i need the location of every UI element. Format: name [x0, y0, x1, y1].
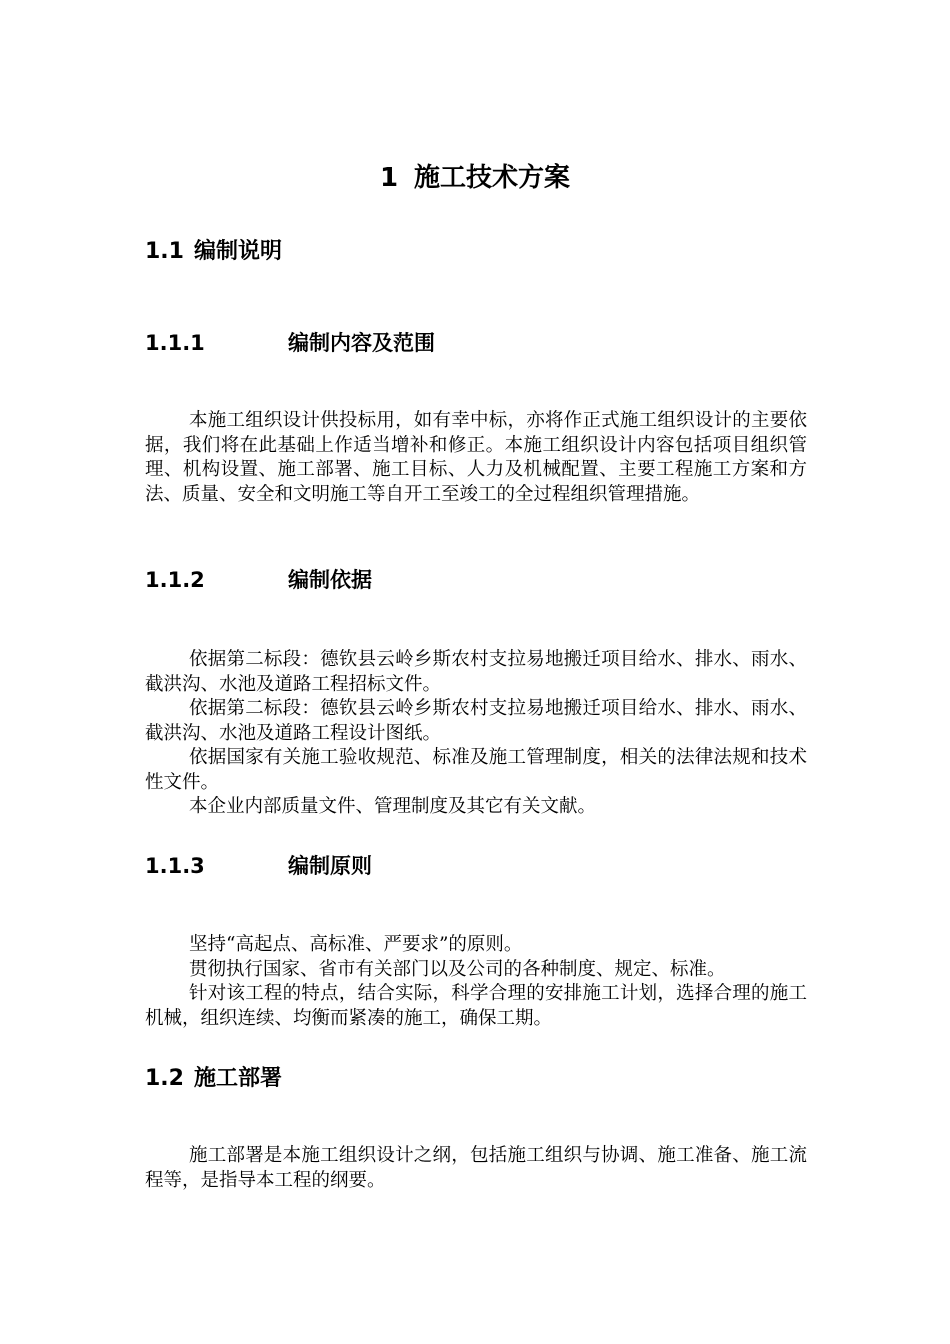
- paragraph: 本企业内部质量文件、管理制度及其它有关文献。: [189, 796, 597, 817]
- chapter-title-text: 施工技术方案: [414, 163, 571, 193]
- subsection-heading-1-1-1: [145, 328, 435, 358]
- subsection-title: 编制依据: [288, 568, 372, 592]
- section-title: 施工部署: [193, 1066, 282, 1091]
- body-text-1-1-2: [145, 648, 807, 820]
- subsection-number: 1.1.2: [145, 568, 205, 592]
- paragraph: 本施工组织设计供投标用，如有幸中标，亦将作正式施工组织设计的主要依据，我们将在此基础上作适当增补和修正。本施工组织设计内容包括项目组织管理、机构设置、施工部署、施工目标、人力及机械配置、主要工程施工方案和方法、质量、安全和文明施工等自开工至竣工的全过程组织管理措施。: [145, 410, 807, 505]
- paragraph: 依据第二标段：德钦县云岭乡斯农村支拉易地搬迁项目给水、排水、雨水、截洪沟、水池及道路工程设计图纸。: [145, 698, 807, 744]
- section-number: 1.1: [145, 239, 184, 264]
- paragraph: 依据国家有关施工验收规范、标准及施工管理制度，相关的法律法规和技术性文件。: [145, 747, 807, 793]
- subsection-title: 编制内容及范围: [288, 331, 435, 355]
- subsection-title: 编制原则: [288, 854, 372, 878]
- subsection-number: 1.1.3: [145, 854, 205, 878]
- subsection-heading-1-1-2: [145, 565, 372, 595]
- subsection-heading-1-1-3: [145, 851, 372, 881]
- section-number: 1.2: [145, 1066, 184, 1091]
- section-heading-1-1: [145, 236, 282, 268]
- chapter-title: [0, 158, 950, 198]
- chapter-number: 1: [379, 163, 399, 193]
- body-text-1-2: [145, 1144, 807, 1193]
- paragraph: 针对该工程的特点，结合实际，科学合理的安排施工计划，选择合理的施工机械，组织连续、均衡而紧凑的施工，确保工期。: [145, 983, 807, 1029]
- section-title: 编制说明: [193, 239, 282, 264]
- paragraph: 贯彻执行国家、省市有关部门以及公司的各种制度、规定、标准。: [189, 958, 726, 980]
- subsection-number: 1.1.1: [145, 331, 205, 355]
- body-text-1-1-3: [145, 933, 807, 1031]
- paragraph: 依据第二标段：德钦县云岭乡斯农村支拉易地搬迁项目给水、排水、雨水、截洪沟、水池及道路工程招标文件。: [145, 649, 807, 695]
- body-text-1-1-1: [145, 409, 807, 507]
- section-heading-1-2: [145, 1063, 282, 1095]
- paragraph: 施工部署是本施工组织设计之纲，包括施工组织与协调、施工准备、施工流程等，是指导本工程的纲要。: [145, 1145, 807, 1191]
- paragraph: 坚持“高起点、高标准、严要求”的原则。: [189, 934, 523, 955]
